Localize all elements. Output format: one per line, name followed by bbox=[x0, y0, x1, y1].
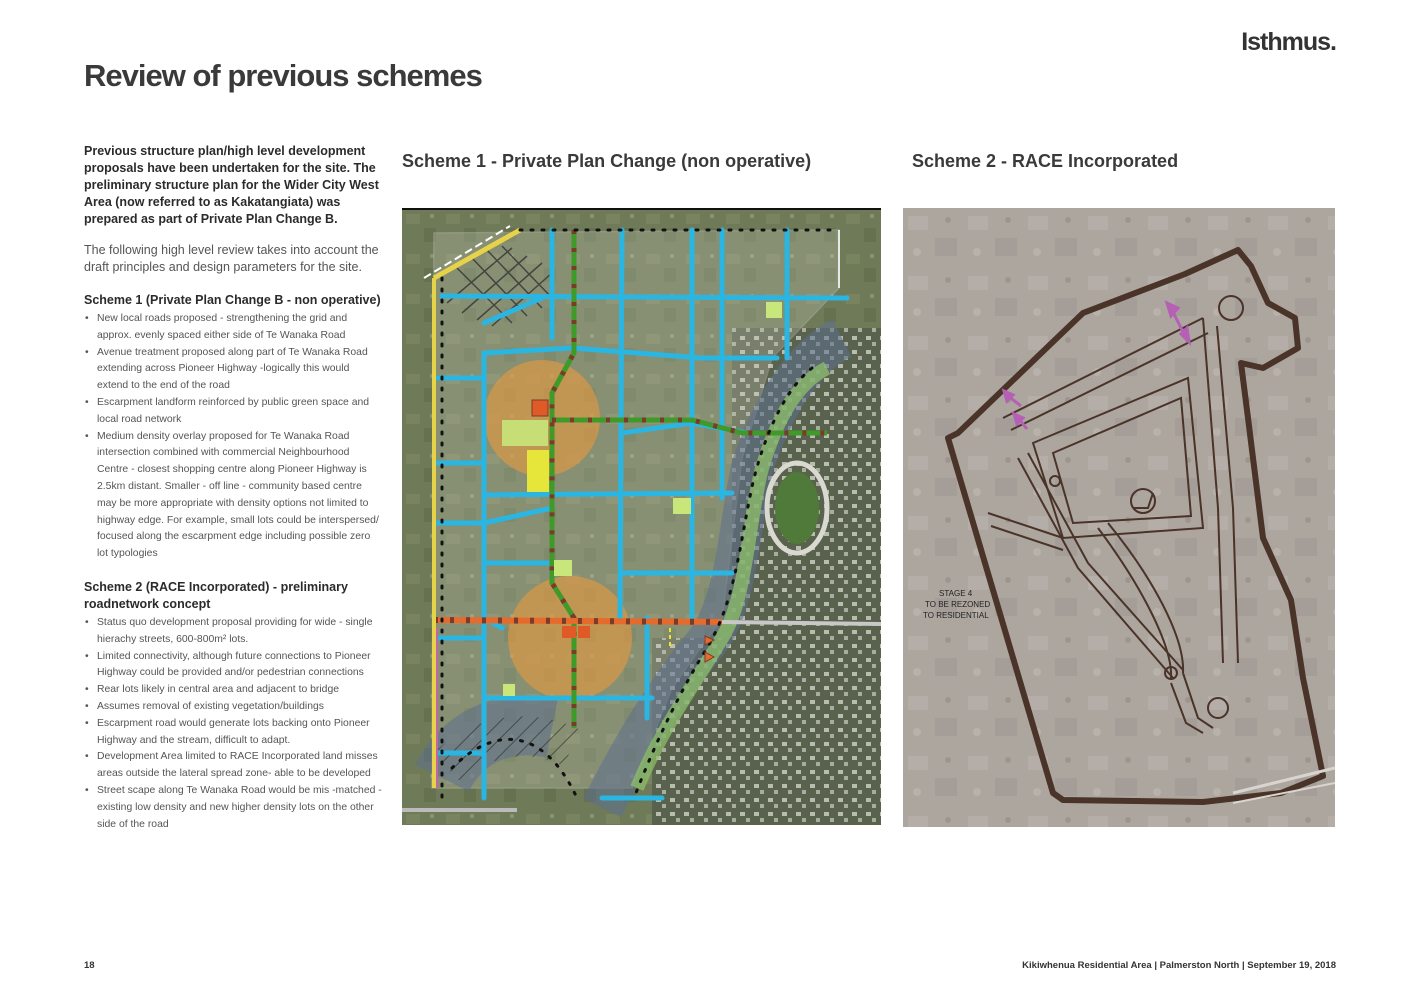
list-item: • Development Area limited to RACE Incorporated land misses areas outside the lateral spread zone- able to be developed bbox=[84, 749, 382, 783]
list-item: • Street scape along Te Wanaka Road would be mis -matched - existing low density and new higher density lots on the other side of the road bbox=[84, 783, 382, 833]
list-item: • Assumes removal of existing vegetation/buildings bbox=[84, 699, 382, 716]
scheme1-map bbox=[402, 208, 881, 825]
list-item: • New local roads proposed - strengthening the grid and approx. evenly spaced either side of Te Wanaka Road bbox=[84, 311, 382, 345]
list-item: • Limited connectivity, although future connections to Pioneer Highway could be provided and/or pedestrian connections bbox=[84, 649, 382, 683]
document-info: Kikiwhenua Residential Area | Palmerston North | September 19, 2018 bbox=[1022, 960, 1336, 971]
scheme2-review-heading: Scheme 2 (RACE Incorporated) - preliminary roadnetwork concept bbox=[84, 579, 348, 611]
stage4-label-line3: TO RESIDENTIAL bbox=[923, 611, 989, 620]
stage4-label-line1: STAGE 4 bbox=[939, 589, 973, 598]
isthmus-logo: Isthmus. bbox=[1241, 28, 1336, 56]
list-item: • Avenue treatment proposed along part of Te Wanaka Road extending across Pioneer Highway -logically this would extend to the end of the road bbox=[84, 345, 382, 395]
intro-paragraph: The following high level review takes into account the draft principles and design parameters for the site. bbox=[84, 243, 379, 274]
intro-bold-paragraph: Previous structure plan/high level development proposals have been undertaken for the site. The preliminary structure plan for the Wider City West Area (now referred to as Kakatangiata) was prepared as part of Private Plan Change B. bbox=[84, 144, 379, 226]
stage4-label-line2: TO BE REZONED bbox=[925, 600, 991, 609]
scheme1-review-list bbox=[84, 311, 382, 563]
page-number: 18 bbox=[84, 960, 95, 971]
scheme1-title: Scheme 1 - Private Plan Change (non operative) bbox=[402, 151, 812, 171]
list-item: • Medium density overlay proposed for Te Wanaka Road intersection combined with commercial Neighbourhood Centre - closest shopping centre along Pioneer Highway is 2.5km distant. Smaller - off line - community based centre may be more appropriate with density options not limited to highway edge. For example, small lots could be interspersed/ focused along the escarpment edge including possible zero lot typologies bbox=[84, 429, 382, 563]
list-item: • Rear lots likely in central area and adjacent to bridge bbox=[84, 682, 382, 699]
list-item: • Escarpment landform reinforced by public green space and local road network bbox=[84, 395, 382, 429]
list-item: • Escarpment road would generate lots backing onto Pioneer Highway and the stream, difficult to adapt. bbox=[84, 716, 382, 750]
scheme2-map bbox=[903, 208, 1335, 827]
list-item: • Status quo development proposal providing for wide - single hierachy streets, 600-800m² lots. bbox=[84, 615, 382, 649]
scheme2-plan-drawing bbox=[903, 208, 1335, 827]
page-title: Review of previous schemes bbox=[84, 58, 482, 93]
scheme2-title: Scheme 2 - RACE Incorporated bbox=[912, 151, 1179, 171]
scheme1-review-heading: Scheme 1 (Private Plan Change B - non operative) bbox=[84, 293, 381, 307]
scheme2-review-list bbox=[84, 615, 382, 833]
scheme1-plan-drawing bbox=[402, 208, 881, 825]
review-text-column bbox=[84, 143, 382, 833]
